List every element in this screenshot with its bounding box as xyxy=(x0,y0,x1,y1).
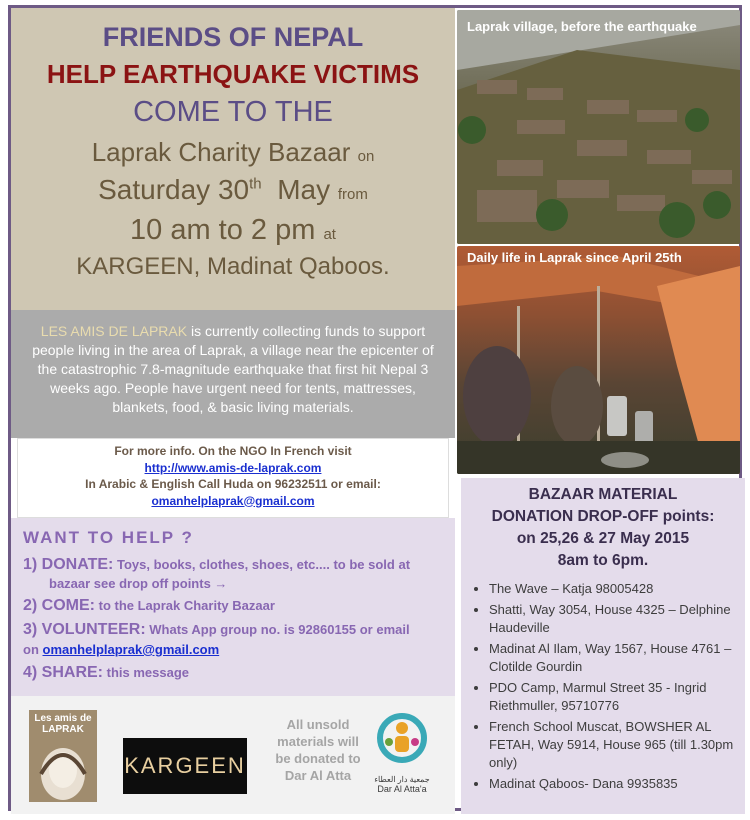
volunteer-on: on xyxy=(23,642,43,657)
village-illustration xyxy=(457,10,740,244)
list-item: • Madinat Al Ilam, Way 1567, House 4761 – Clotilde Gourdin xyxy=(489,640,735,676)
appeal-title: HELP EARTHQUAKE VICTIMS xyxy=(46,59,420,89)
info-line-1: For more info. On the NGO In French visit xyxy=(114,444,352,458)
share-row xyxy=(23,664,445,682)
help-section xyxy=(11,518,455,696)
contact-email-link[interactable]: omanhelplaprak@gmail.com xyxy=(151,493,315,508)
volunteer-label: 3) VOLUNTEER: xyxy=(23,621,146,638)
list-item: • French School Muscat, BOWSHER AL FETAH, Way 5914, House 965 (till 1.30pm only) xyxy=(489,718,735,772)
invite-line: COME TO THE xyxy=(133,96,333,128)
at-word: at xyxy=(323,226,336,243)
date-line xyxy=(11,174,455,206)
dropoff-hours: 8am to 6pm. xyxy=(557,552,649,569)
girl-face-icon xyxy=(29,740,97,800)
village-photo xyxy=(457,10,740,244)
list-item: • Shatti, Way 3054, House 4325 – Delphine Haudeville xyxy=(489,601,735,637)
kargeen-logo: KARGEEN xyxy=(123,738,247,794)
venue: KARGEEN, Madinat Qaboos. xyxy=(76,253,390,280)
come-label: 2) COME: xyxy=(23,597,95,614)
volunteer-email-row xyxy=(23,641,445,658)
list-item: • Madinat Qaboos- Dana 9935835 xyxy=(489,775,735,793)
caption-bottom: Daily life in Laprak since April 25th xyxy=(467,250,682,265)
hands-heart-icon xyxy=(371,712,433,770)
from-word: from xyxy=(337,186,368,203)
caption-top: Laprak village, before the earthquake xyxy=(467,19,697,34)
on-word: on xyxy=(357,148,375,165)
event-name: Laprak Charity Bazaar xyxy=(91,137,351,167)
volunteer-text: Whats App group no. is 92860155 or email xyxy=(145,622,410,637)
description xyxy=(11,310,455,438)
org-title: FRIENDS OF NEPAL xyxy=(102,22,364,52)
camp-illustration xyxy=(457,246,740,474)
help-title: WANT TO HELP ? xyxy=(23,528,194,547)
come-row xyxy=(23,597,445,615)
amis-de-laprak-logo xyxy=(29,710,97,802)
donate-row xyxy=(23,556,445,574)
dropoff-panel xyxy=(461,478,745,814)
list-item: • The Wave – Katja 98005428 xyxy=(489,580,735,598)
description-text: is currently collecting funds to support people living in the area of Laprak, a village near the epicenter of the catastrophic 7.8-magnitude earthquake that first hit Nepal 3 weeks ago. People have urgent need for tents, mattresses, blankets, food, & basic living materials. xyxy=(32,323,434,415)
event-line xyxy=(11,137,455,168)
camp-photo xyxy=(457,246,740,474)
time-line xyxy=(11,214,455,247)
dropoff-title-1: BAZAAR MATERIAL xyxy=(528,486,678,503)
logo3-arabic: جمعية دار العطاء xyxy=(374,775,430,784)
event-header xyxy=(11,8,455,310)
dropoff-dates: on 25,26 & 27 May 2015 xyxy=(516,530,690,547)
dropoff-list xyxy=(461,580,745,793)
come-text: to the Laprak Charity Bazaar xyxy=(95,598,275,613)
share-text: this message xyxy=(103,665,190,680)
dropoff-title-2: DONATION DROP-OFF points: xyxy=(491,508,715,525)
volunteer-row xyxy=(23,621,445,639)
donate-label: 1) DONATE: xyxy=(23,556,114,573)
list-item: • PDO Camp, Marmul Street 35 - Ingrid Riethmuller, 95710776 xyxy=(489,679,735,715)
event-time: 10 am to 2 pm xyxy=(130,214,316,246)
date-suffix: th xyxy=(249,175,262,193)
logo1-text: Les amis de LAPRAK xyxy=(34,713,92,735)
org-name: LES AMIS DE LAPRAK xyxy=(40,323,188,339)
flyer xyxy=(8,5,742,811)
partner-logos xyxy=(11,696,455,814)
logo3-text: Dar Al Atta'a xyxy=(377,784,427,794)
dar-al-ataa-logo xyxy=(371,712,433,804)
volunteer-email-link[interactable]: omanhelplaprak@gmail.com xyxy=(42,642,220,657)
website-link[interactable]: http://www.amis-de-laprak.com xyxy=(144,460,322,475)
date-month: May xyxy=(277,174,331,205)
info-line-3: In Arabic & English Call Huda on 96232511 or email: xyxy=(85,477,381,491)
date-day: Saturday 30 xyxy=(98,174,250,205)
unsold-note: All unsold materials will be donated to Dar Al Atta xyxy=(275,717,361,783)
share-label: 4) SHARE: xyxy=(23,664,104,681)
donate-text-2: bazaar see drop off points → xyxy=(49,576,228,591)
donate-text: Toys, books, clothes, shoes, etc.... to be sold at xyxy=(113,557,411,572)
contact-info xyxy=(17,438,449,518)
